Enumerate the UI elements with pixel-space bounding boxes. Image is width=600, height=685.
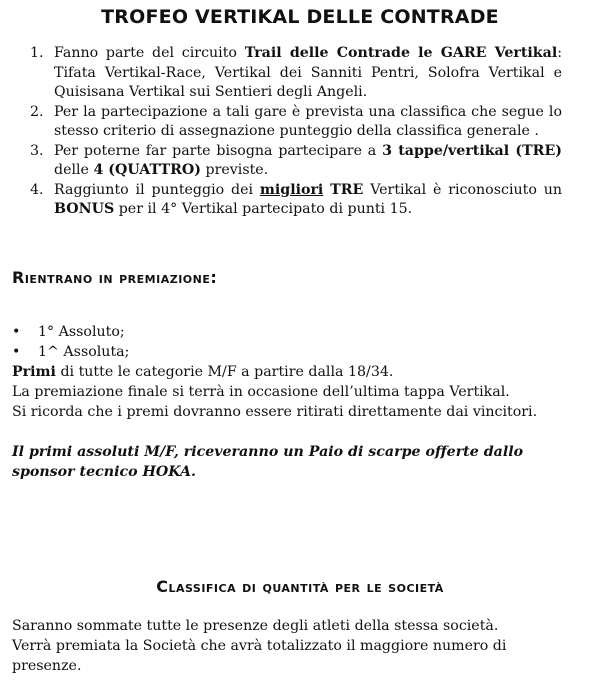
rule-text: previste. bbox=[201, 162, 269, 178]
awards-reminder-line: Si ricorda che i premi dovranno essere ritirati direttamente dai vincitori. bbox=[12, 404, 538, 420]
awards-primi-line bbox=[12, 362, 572, 382]
award-item-text: 1^ Assoluta; bbox=[38, 344, 130, 360]
rule-text: : Tifata Vertikal-Race, Vertikal dei Sanniti Pentri, Solofra Vertikal e Quisisana Vertikal sui Sentieri degli Angeli. bbox=[54, 45, 562, 100]
rule-text: Vertikal è riconosciuto un bbox=[363, 181, 562, 198]
rule-number: 3. bbox=[30, 142, 44, 159]
bullet-icon: • bbox=[12, 324, 21, 340]
sponsor-note: Il primi assoluti M/F, riceveranno un Paio di scarpe offerte dallo sponsor tecnico HOKA. bbox=[12, 444, 524, 480]
list-item bbox=[12, 322, 129, 342]
rule-item bbox=[30, 103, 562, 142]
rule-text: delle bbox=[54, 162, 94, 178]
rule-text: 3 tappe/vertikal (TRE) bbox=[382, 142, 562, 159]
bullet-icon: • bbox=[12, 344, 21, 360]
rules-list bbox=[30, 44, 562, 220]
rule-text: Per poterne far parte bisogna partecipare a bbox=[54, 142, 383, 159]
societies-line-2: Verrà premiata la Società che avrà totalizzato il maggiore numero di presenze. bbox=[12, 638, 507, 674]
primi-text: di tutte le categorie M/F a partire dalla 18/34. bbox=[55, 364, 394, 380]
rule-text: Raggiunto il punteggio dei bbox=[54, 181, 260, 198]
societies-heading: Classifica di quantità per le società bbox=[156, 577, 444, 596]
rule-item bbox=[30, 181, 562, 220]
rule-text: Fanno parte del circuito bbox=[54, 45, 245, 61]
rule-number: 2. bbox=[30, 103, 44, 120]
societies-line-1: Saranno sommate tutte le presenze degli atleti della stessa società. bbox=[12, 618, 499, 634]
rule-number: 4. bbox=[30, 181, 44, 198]
rule-text: BONUS bbox=[54, 201, 115, 217]
rule-text: Trail delle Contrade le GARE Vertikal bbox=[244, 45, 558, 61]
primi-label: Primi bbox=[12, 364, 56, 380]
rule-number: 1. bbox=[30, 45, 44, 61]
rule-text: Per la partecipazione a tali gare è prevista una classifica che segue lo stesso criterio di assegnazione punteggio della classifica generale . bbox=[54, 103, 562, 139]
rule-text: per il 4° Vertikal partecipato di punti 15. bbox=[114, 201, 413, 217]
award-item-text: 1° Assoluto; bbox=[38, 324, 125, 340]
list-item bbox=[12, 342, 129, 362]
awards-final-line: La premiazione finale si terrà in occasione dell’ultima tappa Vertikal. bbox=[12, 384, 510, 400]
rule-text: migliori bbox=[259, 181, 324, 198]
rule-item bbox=[30, 44, 562, 103]
awards-heading: Rientrano in premiazione: bbox=[12, 268, 218, 287]
rule-item bbox=[30, 142, 562, 181]
rule-text: 4 (QUATTRO) bbox=[93, 162, 201, 178]
document-title: TROFEO VERTIKAL DELLE CONTRADE bbox=[101, 6, 499, 28]
awards-bullet-list bbox=[12, 322, 129, 362]
rule-text: TRE bbox=[330, 181, 364, 198]
